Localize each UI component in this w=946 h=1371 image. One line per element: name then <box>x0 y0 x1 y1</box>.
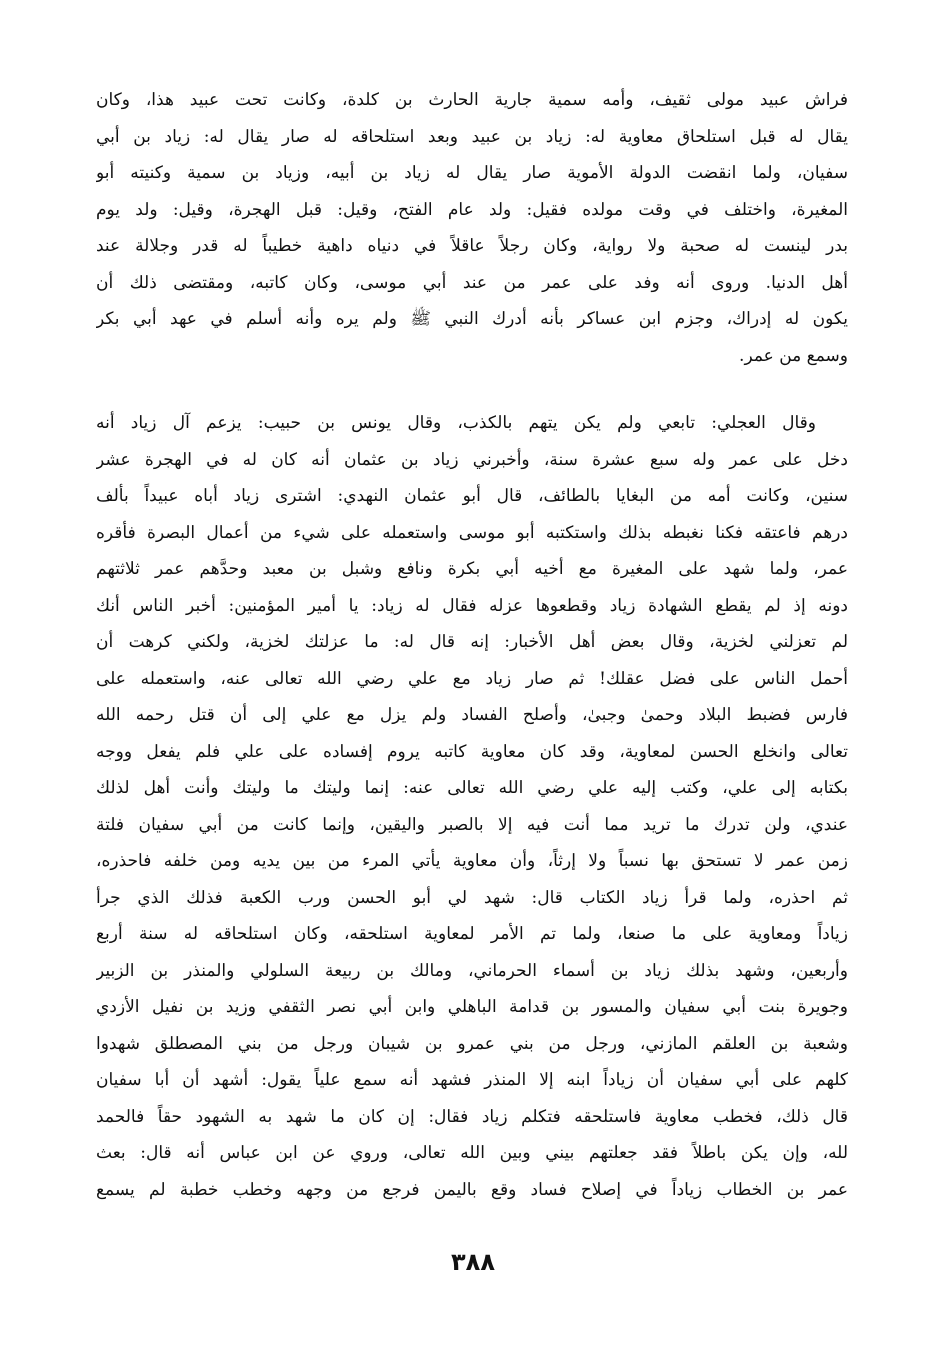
text-line: درهم فاعتقه فكنا نغبطه بذلك واستكتبه أبو موسى واستعمله على شيء من أعمال البصرة فأقره <box>96 522 848 543</box>
text-line: قال ذلك، فخطب معاوية فاستلحقه فتكلم زياد فقال: إن كان ما شهد به الشهود حقاً فالحمد <box>96 1106 848 1127</box>
text-line: لله، وإن يكن باطلاً فقد جعلتهم بيني وبين الله تعالى، وروي عن ابن عباس أنه قال: بعث <box>96 1143 848 1163</box>
text-line: دونه إذ لم يقطع الشهادة زياد وقطعوها عزله فقال له زياد: يا أمير المؤمنين: أخبر الناس أنك <box>96 595 848 616</box>
text-line: وشعبة بن العلقم المازني، ورجل من بني عمرو بن شيبان ورجل من بني المصطلق شهدوا <box>96 1033 848 1054</box>
page-number: ٣٨٨ <box>451 1248 495 1276</box>
text-line: وسمع من عمر. <box>739 345 848 366</box>
text-line: فارس فضبط البلاد وحمىٰ وجبىٰ، وأصلح الفساد ولم يزل مع علي إلى أن قتل رحمه الله <box>96 705 848 725</box>
text-line: بدر لينست له صحبة ولا رواية، وكان رجلاً عاقلاً في دنياه داهية خطيباً له قدر وجلالة عند <box>96 236 848 256</box>
text-line: يكون له إدراك، وجزم ابن عساكر بأنه أدرك النبي ﷺ ولم يره وأنه أسلم في عهد أبي بكر <box>96 309 848 329</box>
paragraph-1 <box>96 82 848 374</box>
text-line: يقال له قبل استلحاق معاوية له: زياد بن عبيد وبعد استلحاقه له صار يقال له: زياد بن أبي <box>96 126 848 147</box>
text-line: عمر بن الخطاب زياداً في إصلاح فساد وقع باليمن فرجع من وجهه وخطب خطبة لم يسمع <box>96 1179 848 1200</box>
paragraph-2 <box>96 405 848 1208</box>
text-line: ثم احذره، ولما قرأ زياد الكتاب قال: شهد لي أبو الحسن ورب الكعبة فذلك الذي جرأ <box>96 887 848 908</box>
text-line: لم تعزلني لخزية، وقال بعض أهل الأخبار: إنه قال له: ما عزلتك لخزية، ولكني كرهت أن <box>96 632 848 652</box>
text-line: سنين، وكانت أمه من البغايا بالطائف، قال أبو عثمان النهدي: اشترى زياد أباه عبيداً بألف <box>96 486 848 506</box>
text-line: أحمل الناس على فضل عقلك! ثم صار زياد مع علي رضي الله تعالى عنه، واستعمله على <box>96 668 848 689</box>
text-line: دخل على عمر وله سبع عشرة سنة، وأخبرني زياد بن عثمان أنه كان له في الهجرة عشر <box>96 449 848 470</box>
text-line: وأربعين، وشهد بذلك زياد بن أسماء الحرماني، ومالك بن ربيعة السلولي والمنذر بن الزبير <box>96 960 848 981</box>
text-line: أهل الدنيا. وروى أنه وفد على عمر من عند أبي موسى، وكان كاتبه، ومقتضى ذلك أن <box>96 272 848 293</box>
text-line: عمر، ولما شهد على المغيرة مع أخيه أبي بكرة ونافع وشبل بن معبد وحدَّهم عمر ثلاثتهم <box>96 559 848 579</box>
text-line: المغيرة، واختلف في وقت مولده فقيل: ولد عام الفتح، وقيل: قبل الهجرة، وقيل: ولد يوم <box>96 199 848 220</box>
text-line: سفيان، ولما انقضت الدولة الأموية صار يقال له زياد بن أبيه، وزياد بن سمية وكنيته أبو <box>96 163 848 183</box>
text-line: تعالى وانخلع الحسن لمعاوية، وقد كان معاوية كاتبه يروم إفساده على علي فلم يفعل ووجه <box>96 741 848 762</box>
text-line: وجويرة بنت أبي سفيان والمسور بن قدامة الباهلي وابن أبي نصر الثقفي وزيد بن نفيل الأزدي <box>96 997 848 1017</box>
text-line: بكتابه إلى علي، وكتب إليه علي رضي الله تعالى عنه: إنما وليتك ما وليتك وأنت أهل لذلك <box>96 778 848 798</box>
text-line: كلهم على أبي سفيان أن زياداً ابنه إلا المنذر فشهد أنه سمع علياً يقول: أشهد أن أبا سفيان <box>96 1070 848 1090</box>
text-line: زمن عمر لا تستحق بها نسباً ولا إرثاً، وأن معاوية يأتي المرء من بين يديه ومن خلفه فاحذره، <box>96 851 848 871</box>
text-line: فراش عبيد مولى ثقيف، وأمه سمية جارية الحارث بن كلدة، وكانت تحت عبيد هذا، وكان <box>96 90 848 110</box>
text-line: وقال العجلي: تابعي ولم يكن يتهم بالكذب، وقال يونس بن حبيب: يزعم آل زياد أنه <box>96 413 816 433</box>
text-line: عندي، ولن تدرك ما تريد مما أنت فيه إلا بالصبر واليقين، وإنما كانت من أبي سفيان فلتة <box>96 814 848 835</box>
text-line: زياداً ومعاوية على ما صنعا، ولما تم الأمر لمعاوية استلحقه، وكان استلحاقه له سنة أربع <box>96 924 848 944</box>
